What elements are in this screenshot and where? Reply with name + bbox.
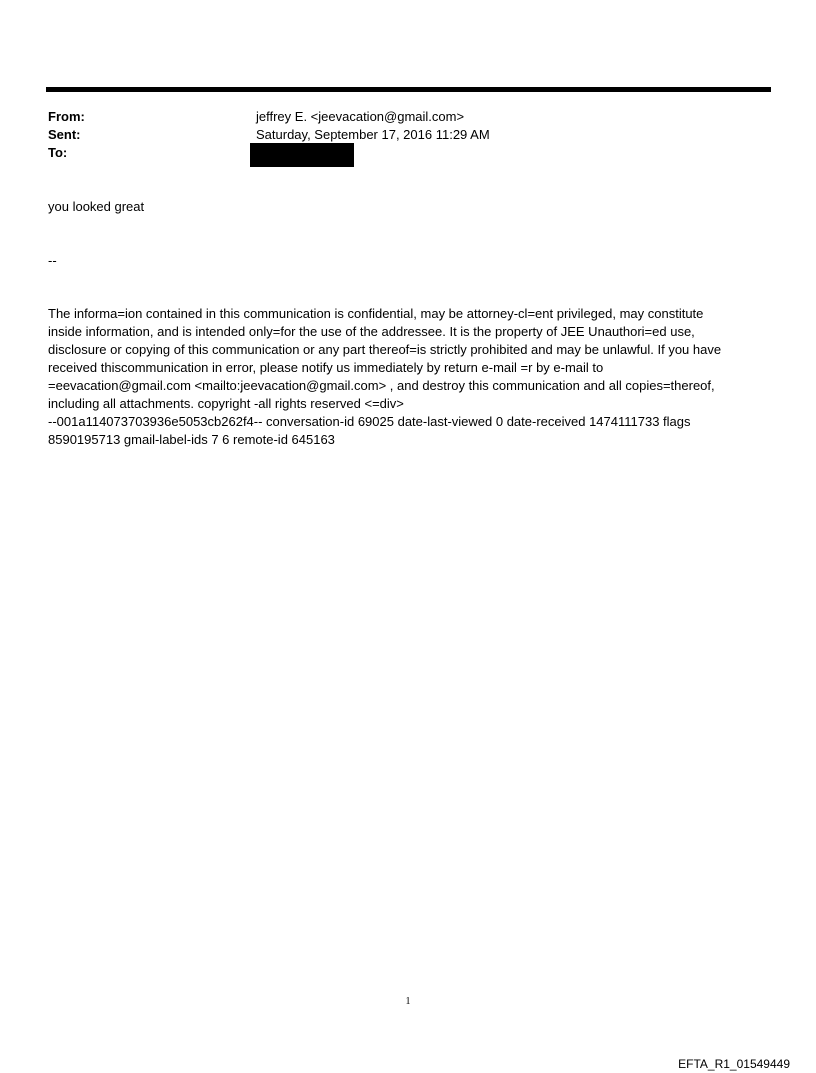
disclaimer-line: =eevacation@gmail.com <mailto:jeevacation@gmail.com> , and destroy this communication and all copies=thereof,	[48, 378, 715, 393]
disclaimer-line: disclosure or copying of this communication or any part thereof=is strictly prohibited and may be unlawful. If you have	[48, 342, 722, 357]
email-body: you looked great	[48, 199, 145, 214]
to-row	[48, 144, 748, 162]
from-label: From:	[48, 109, 85, 124]
to-label: To:	[48, 145, 68, 160]
disclaimer-line: The informa=ion contained in this communication is confidential, may be attorney-cl=ent privileged, may constitute	[48, 306, 704, 321]
email-header	[48, 108, 748, 162]
header-rule	[46, 87, 771, 92]
metadata-line: --001a114073703936e5053cb262f4-- conversation-id 69025 date-last-viewed 0 date-received 1474111733 flags	[48, 414, 691, 429]
disclaimer-line: inside information, and is intended only=for the use of the addressee. It is the property of JEE Unauthori=ed use,	[48, 324, 695, 339]
page-number: 1	[405, 996, 411, 1007]
from-value: jeffrey E. <jeevacation@gmail.com>	[256, 109, 465, 124]
sent-label: Sent:	[48, 127, 81, 142]
confidentiality-disclaimer	[48, 305, 770, 449]
from-row	[48, 108, 748, 126]
document-id: EFTA_R1_01549449	[678, 1057, 790, 1071]
sent-row	[48, 126, 748, 144]
redaction-box	[250, 143, 354, 167]
metadata-line: 8590195713 gmail-label-ids 7 6 remote-id 645163	[48, 432, 335, 447]
disclaimer-line: received thiscommunication in error, please notify us immediately by return e-mail =r by e-mail to	[48, 360, 604, 375]
signature-separator: --	[48, 253, 57, 268]
disclaimer-line: including all attachments. copyright -all rights reserved <=div>	[48, 396, 404, 411]
sent-value: Saturday, September 17, 2016 11:29 AM	[256, 127, 490, 142]
